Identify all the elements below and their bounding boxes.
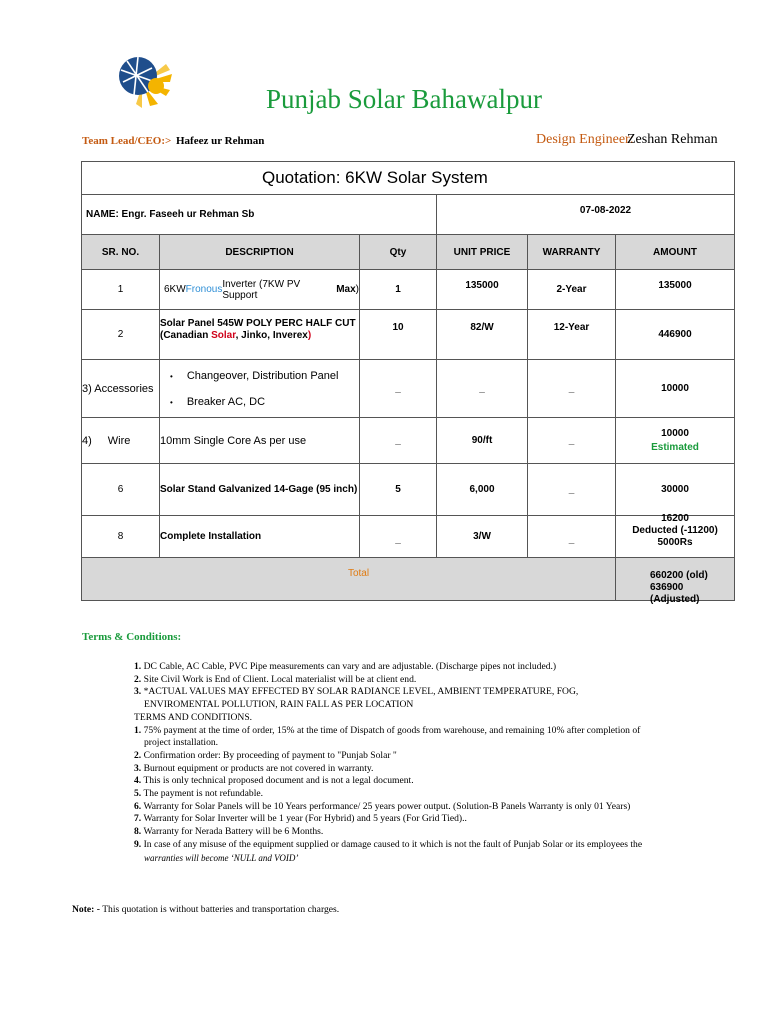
terms-subheading: TERMS AND CONDITIONS. (134, 711, 253, 723)
row5-sr: 6 (82, 464, 160, 516)
row3-qty: _ (360, 360, 437, 418)
row6-qty: _ (360, 516, 437, 558)
list-item: 6. Warranty for Solar Panels will be 10 Years performance/ 25 years power output. (Solution-B Panels Warranty is only 01 Years) (134, 800, 631, 812)
col-header-qty: Qty (360, 235, 437, 270)
list-item: 2. Site Civil Work is End of Client. Local materialist will be at client end. (134, 673, 417, 685)
team-lead-name: Hafeez ur Rehman (176, 135, 265, 147)
design-engineer-name: Zeshan Rehman (627, 132, 718, 147)
list-item: 4. This is only technical proposed document and is not a legal document. (134, 775, 414, 787)
total-amount: 660200 (old) 636900 (Adjusted) (616, 558, 734, 600)
list-item: • Changeover, Distribution Panel (170, 370, 339, 382)
row6-sr: 8 (82, 516, 160, 558)
row5-unit-price: 6,000 (437, 464, 528, 516)
list-item: 2. Confirmation order: By proceeding of payment to "Punjab Solar " (134, 749, 397, 761)
row4-warranty: _ (528, 418, 616, 464)
col-header-sr: SR. NO. (82, 235, 160, 270)
list-item: 1. DC Cable, AC Cable, PVC Pipe measurements can vary and are adjustable. (Discharge pipes not included.) (134, 661, 557, 672)
row2-description: Solar Panel 545W POLY PERC HALF CUT (Canadian Solar, Jinko, Inverex) (160, 310, 360, 360)
row4-unit-price: 90/ft (437, 418, 528, 464)
row5-description: Solar Stand Galvanized 14-Gage (95 inch) (160, 464, 360, 516)
col-header-amount: AMOUNT (616, 235, 734, 270)
row1-sr: 1 (82, 270, 160, 310)
row2-amount: 446900 (616, 310, 734, 360)
row5-qty: 5 (360, 464, 437, 516)
row3-description (160, 360, 360, 418)
company-logo (112, 52, 174, 108)
row2-unit-price: 82/W (437, 310, 528, 360)
quote-date: 07-08-2022 (437, 195, 734, 235)
list-item: • Breaker AC, DC (170, 396, 266, 408)
row4-description: 10mm Single Core As per use (160, 418, 360, 464)
terms-title: Terms & Conditions: (82, 631, 182, 643)
col-header-warranty: WARRANTY (528, 235, 616, 270)
row1-description: 6KW Fronous Inverter (7KW PV Support Max ) (160, 270, 360, 310)
design-engineer-label: Design Engineer: (536, 132, 634, 147)
row2-warranty: 12-Year (528, 310, 616, 360)
list-item: 5. The payment is not refundable. (134, 788, 264, 800)
quotation-table (81, 161, 735, 605)
footer-note: Note: - This quotation is without batteries and transportation charges. (72, 904, 340, 915)
row3-warranty: _ (528, 360, 616, 418)
row1-warranty: 2-Year (528, 270, 616, 310)
customer-name: NAME: Engr. Faseeh ur Rehman Sb (82, 195, 437, 235)
row5-warranty: _ (528, 464, 616, 516)
quotation-title: Quotation: 6KW Solar System (262, 168, 488, 187)
row4-sr: 4) Wire (82, 418, 160, 464)
list-item: 3. Burnout equipment or products are not covered in warranty. (134, 762, 374, 774)
list-item: 3. *ACTUAL VALUES MAY EFFECTED BY SOLAR RADIANCE LEVEL, AMBIENT TEMPERATURE, FOG, (134, 686, 579, 698)
row1-qty: 1 (360, 270, 437, 310)
row2-sr: 2 (82, 310, 160, 360)
row3-unit-price: _ (437, 360, 528, 418)
list-item: 7. Warranty for Solar Inverter will be 1 year (For Hybrid) and 5 years (For Grid Tied).. (134, 813, 467, 825)
row4-amount: 10000 Estimated (616, 418, 734, 464)
row6-warranty: _ (528, 516, 616, 558)
terms-list: 1. DC Cable, AC Cable, PVC Pipe measurements can vary and are adjustable. (Discharge pipes not included.) 2. Site Civil Work is End of Client. Local materialist will be at client end. 3. *ACTUAL VALUES MAY EFFECTED BY SOLAR RADIANCE LEVEL, AMBIENT TEMPERATURE, FOG, ENVIROMENTAL POLLUTION, RAIN FALL AS PER LOCATION TERMS AND CONDITIONS. 1. 75% payment at the time of order, 15% at the time of Dispatch of goods from warehouse, and remaining 10% after completion of project installation. 2. Confirmation order: By proceeding of payment to "Punjab Solar " 3. Burnout equipment or products are not covered in warranty. 4. This is only technical proposed document and is not a legal document. 5. The payment is not refundable. 6. Warranty for Solar Panels will be 10 Years performance/ 25 years power output. (Solution-B Panels Warranty is only 01 Years) 7. Warranty for Solar Inverter will be 1 year (For Hybrid) and 5 years (For Grid Tied).. 8. Warranty for Nerada Battery will be 6 Months. 9. In case of any misuse of the equipment supplied or damage caused to it which is not the fault of Punjab Solar or its employees the warranties will become ‘NULL and VOID’ (134, 661, 674, 864)
row1-amount: 135000 (616, 270, 734, 310)
list-item: 8. Warranty for Nerada Battery will be 6 Months. (134, 826, 324, 838)
col-header-description: DESCRIPTION (160, 235, 360, 270)
row1-unit-price: 135000 (437, 270, 528, 310)
team-lead-label: Team Lead/CEO:> (82, 135, 172, 147)
list-item: 1. 75% payment at the time of order, 15% at the time of Dispatch of goods from warehouse, and remaining 10% after completion of (134, 724, 641, 736)
total-label: Total (82, 558, 616, 600)
company-name: Punjab Solar Bahawalpur (266, 84, 542, 114)
row6-amount: 16200 Deducted (-11200) 5000Rs (616, 516, 734, 558)
row3-amount: 10000 (616, 360, 734, 418)
row2-qty: 10 (360, 310, 437, 360)
row6-description: Complete Installation (160, 516, 360, 558)
row6-unit-price: 3/W (437, 516, 528, 558)
row5-amount: 30000 (616, 464, 734, 516)
list-item: 9. In case of any misuse of the equipment supplied or damage caused to it which is not the fault of Punjab Solar or its employees the (134, 838, 643, 850)
col-header-unit-price: UNIT PRICE (437, 235, 528, 270)
row4-qty: _ (360, 418, 437, 464)
quotation-title-row (82, 162, 734, 195)
row3-sr: 3) Accessories (82, 360, 160, 418)
